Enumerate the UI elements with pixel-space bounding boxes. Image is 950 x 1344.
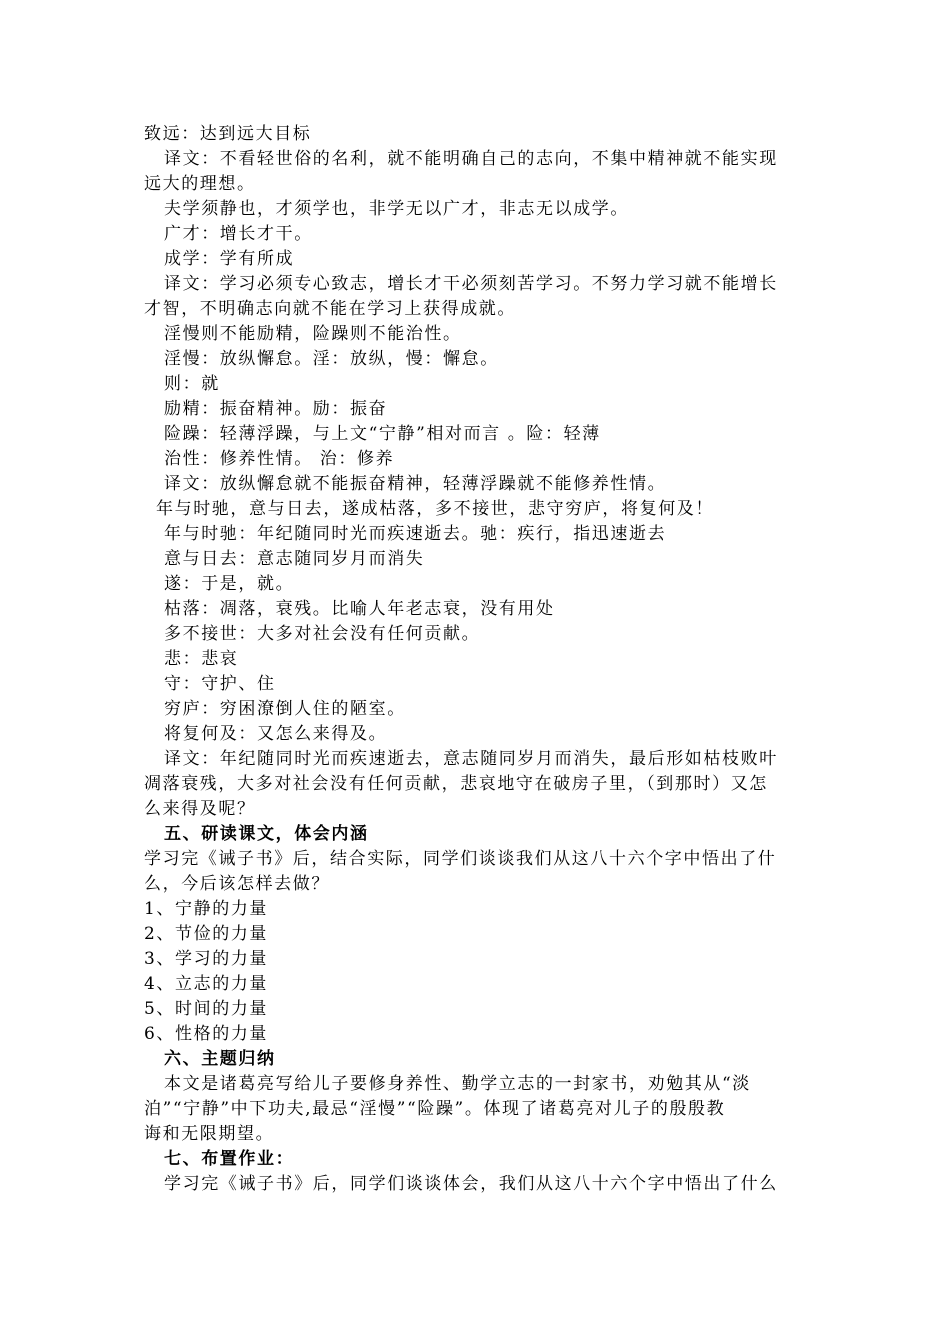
text-line: 治性：修养性情。 治：修养 xyxy=(164,449,395,469)
text-line: 诲和无限期望。 xyxy=(144,1124,275,1144)
text-line: 年与时驰：年纪随同时光而疾速逝去。驰：疾行，指迅速逝去 xyxy=(164,524,667,544)
text-line: 淫慢则不能励精，险躁则不能治性。 xyxy=(164,324,462,344)
text-line: 广才：增长才干。 xyxy=(164,224,313,244)
text-line: 译文：学习必须专心致志，增长才干必须刻苦学习。不努力学习就不能增长 xyxy=(164,274,778,294)
text-line: 凋落衰残，大多对社会没有任何贡献，悲哀地守在破房子里，（到那时）又怎 xyxy=(144,774,768,794)
document-page xyxy=(144,122,816,1197)
text-line: 5、时间的力量 xyxy=(144,999,269,1019)
text-line: 本文是诸葛亮写给儿子要修身养性、勤学立志的一封家书，劝勉其从“淡 xyxy=(164,1074,751,1094)
text-line: 学习完《诫子书》后，同学们谈谈体会，我们从这八十六个字中悟出了什么 xyxy=(164,1174,778,1194)
text-line: 年与时驰，意与日去，遂成枯落，多不接世，悲守穷庐，将复何及！ xyxy=(156,499,714,519)
text-line: 则：就 xyxy=(164,374,220,394)
text-line: 泊”“宁静”中下功夫,最忌“淫慢”“险躁”。体现了诸葛亮对儿子的殷殷教 xyxy=(144,1099,726,1119)
text-line: 淫慢：放纵懈怠。淫：放纵，慢：懈怠。 xyxy=(164,349,499,369)
text-line: 守：守护、住 xyxy=(164,674,276,694)
text-line: 致远：达到远大目标 xyxy=(144,124,312,144)
text-line: 遂：于是，就。 xyxy=(164,574,295,594)
text-line: 译文：年纪随同时光而疾速逝去，意志随同岁月而消失，最后形如枯枝败叶 xyxy=(164,749,778,769)
section-heading: 六、主题归纳 xyxy=(164,1049,276,1069)
text-line: 夫学须静也，才须学也，非学无以广才，非志无以成学。 xyxy=(164,199,629,219)
text-line: 学习完《诫子书》后，结合实际，同学们谈谈我们从这八十六个字中悟出了什 xyxy=(144,849,777,869)
text-line: 6、性格的力量 xyxy=(144,1024,269,1044)
text-line: 译文：放纵懈怠就不能振奋精神，轻薄浮躁就不能修养性情。 xyxy=(164,474,667,494)
text-line: 枯落：凋落，衰残。比喻人年老志衰，没有用处 xyxy=(164,599,555,619)
text-line: 2、节俭的力量 xyxy=(144,924,269,944)
text-line: 励精：振奋精神。励：振奋 xyxy=(164,399,388,419)
text-line: 1、宁静的力量 xyxy=(144,899,269,919)
text-line: 成学：学有所成 xyxy=(164,249,295,269)
text-line: 3、学习的力量 xyxy=(144,949,269,969)
text-line: 穷庐：穷困潦倒人住的陋室。 xyxy=(164,699,406,719)
section-heading: 七、布置作业： xyxy=(164,1149,295,1169)
text-line: 意与日去：意志随同岁月而消失 xyxy=(164,549,425,569)
text-line: 么来得及呢？ xyxy=(144,799,256,819)
text-line: 译文：不看轻世俗的名利，就不能明确自己的志向，不集中精神就不能实现 xyxy=(164,149,778,169)
text-line: 多不接世：大多对社会没有任何贡献。 xyxy=(164,624,481,644)
text-line: 将复何及：又怎么来得及。 xyxy=(164,724,388,744)
text-line: 悲：悲哀 xyxy=(164,649,239,669)
document-body xyxy=(144,122,816,1197)
text-line: 远大的理想。 xyxy=(144,174,256,194)
text-line: 么，今后该怎样去做？ xyxy=(144,874,330,894)
text-line: 才智，不明确志向就不能在学习上获得成就。 xyxy=(144,299,516,319)
section-heading: 五、研读课文，体会内涵 xyxy=(164,824,369,844)
text-line: 险躁：轻薄浮躁，与上文“宁静”相对而言 。险：轻薄 xyxy=(164,424,601,444)
text-line: 4、立志的力量 xyxy=(144,974,269,994)
